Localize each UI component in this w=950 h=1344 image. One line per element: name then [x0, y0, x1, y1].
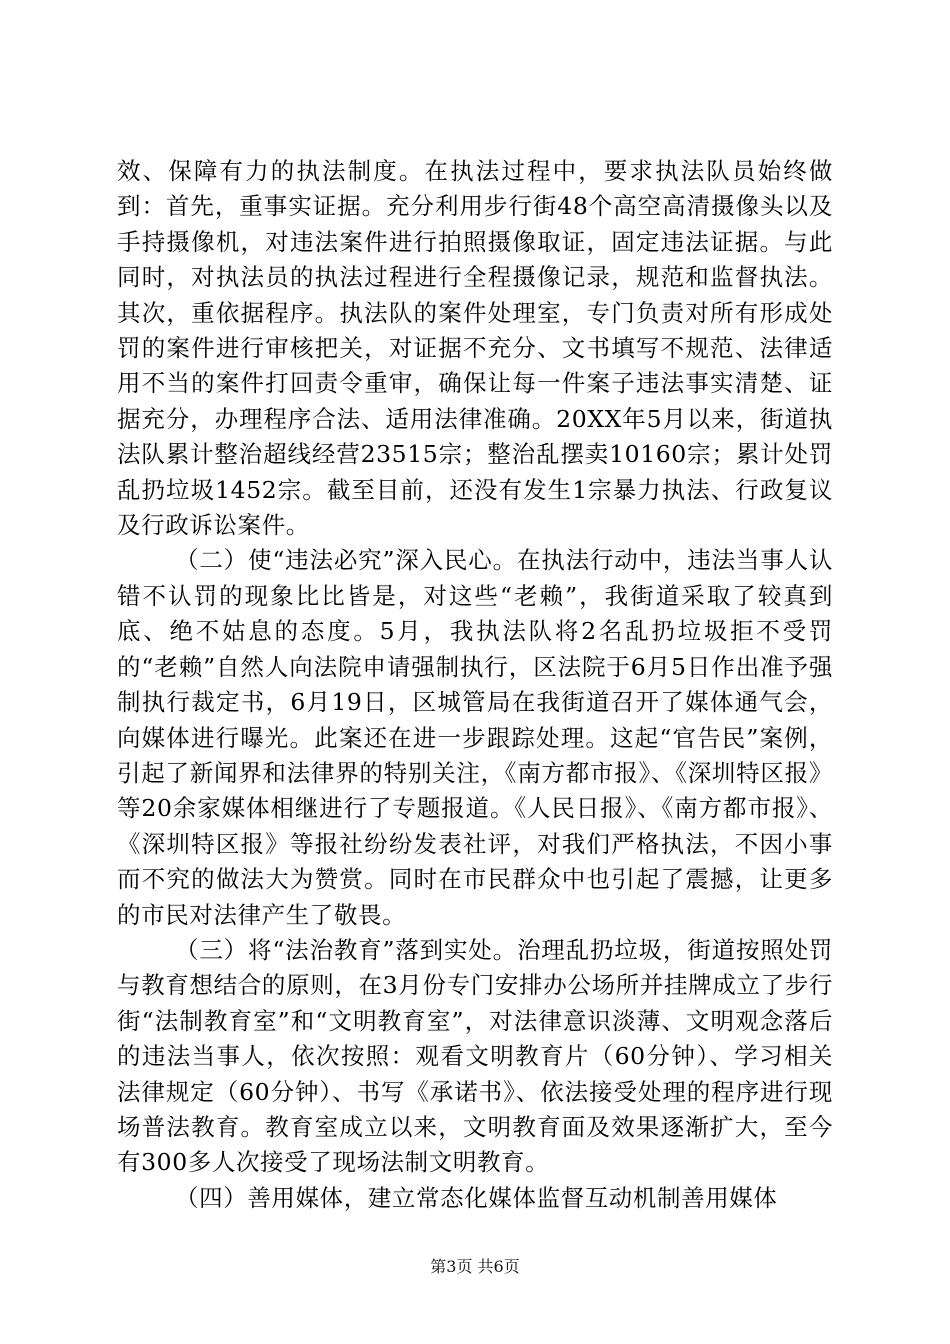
document-body: [117, 154, 833, 1216]
page-total: 共6页: [477, 1257, 520, 1276]
paragraph-section-two: （二）使“违法必究”深入民心。在执法行动中，违法当事人认错不认罚的现象比比皆是，对这些“老赖”，我街道采取了较真到底、绝不姑息的态度。5月，我执法队将2名乱扔垃圾拒不受罚的“老赖”自然人向法院申请强制执行，区法院于6月5日作出准予强制执行裁定书，6月19日，区城管局在我街道召开了媒体通气会，向媒体进行曝光。此案还在进一步跟踪处理。这起“官告民”案例，引起了新闻界和法律界的特别关注，《南方都市报》、《深圳特区报》等20余家媒体相继进行了专题报道。《人民日报》、《南方都市报》、《深圳特区报》等报社纷纷发表社评，对我们严格执法，不因小事而不究的做法大为赞赏。同时在市民群众中也引起了震撼，让更多的市民对法律产生了敬畏。: [117, 546, 833, 929]
page-number: 第3页: [430, 1257, 473, 1276]
paragraph-section-four: （四）善用媒体，建立常态化媒体监督互动机制善用媒体: [175, 1183, 778, 1212]
paragraph-enforcement-system: 效、保障有力的执法制度。在执法过程中，要求执法队员始终做到：首先，重事实证据。充分利用步行街48个高空高清摄像头以及手持摄像机，对违法案件进行拍照摄像取证，固定违法证据。与此同时，对执法员的执法过程进行全程摄像记录，规范和监督执法。其次，重依据程序。执法队的案件处理室，专门负责对所有形成处罚的案件进行审核把关，对证据不充分、文书填写不规范、法律适用不当的案件打回责令重审，确保让每一件案子违法事实清楚、证据充分，办理程序合法、适用法律准确。20XX年5月以来，街道执法队累计整治超线经营23515宗；整治乱摆卖10160宗；累计处罚乱扔垃圾1452宗。截至目前，还没有发生1宗暴力执法、行政复议及行政诉讼案件。: [117, 157, 833, 540]
paragraph-section-three: （三）将“法治教育”落到实处。治理乱扔垃圾，街道按照处罚与教育想结合的原则，在3月份专门安排办公场所并挂牌成立了步行街“法制教育室”和“文明教育室”，对法律意识淡薄、文明观念落后的违法当事人，依次按照：观看文明教育片（60分钟）、学习相关法律规定（60分钟）、书写《承诺书》、依法接受处理的程序进行现场普法教育。教育室成立以来，文明教育面及效果逐渐扩大，至今有300多人次接受了现场法制文明教育。: [117, 935, 833, 1177]
page-footer: [0, 1257, 950, 1277]
